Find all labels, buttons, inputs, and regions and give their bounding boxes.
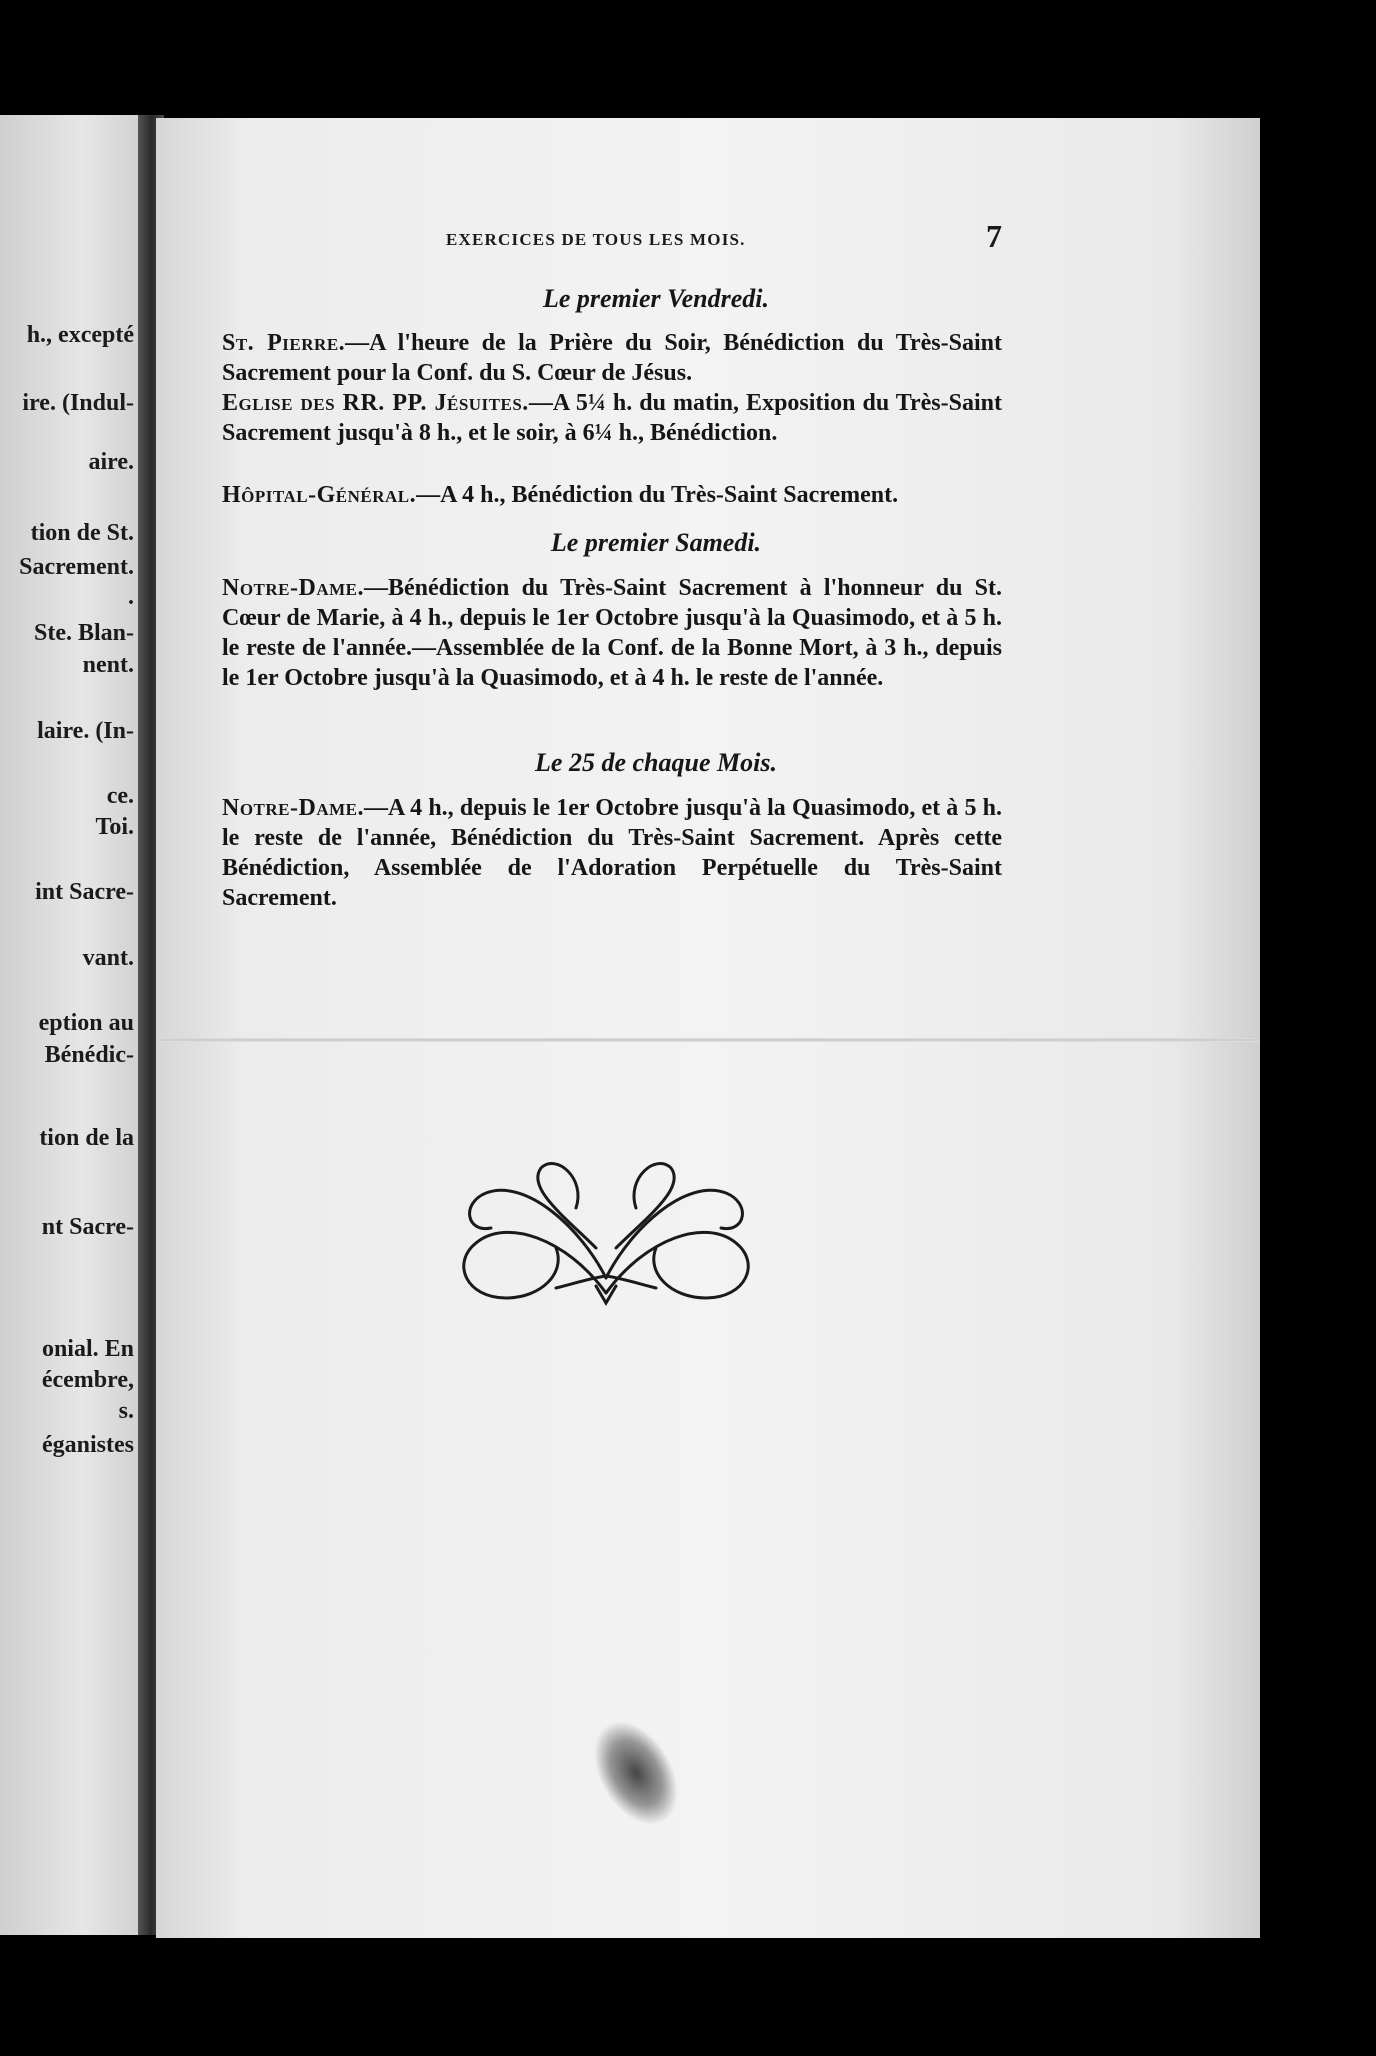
section-title-25-mois: Le 25 de chaque Mois.: [535, 748, 777, 777]
left-page-line: onial. En: [41, 1336, 134, 1362]
entry-name: Notre-Dame.: [222, 795, 364, 821]
entry-text: —A 4 h., Bénédiction du Très-Saint Sacrement.: [416, 482, 899, 508]
ink-smudge: [578, 1708, 694, 1838]
left-page-line: eption au: [38, 1010, 134, 1036]
left-page-line: Bénédic-: [44, 1042, 134, 1068]
page-number: 7: [986, 218, 1002, 254]
entry-st-pierre: [222, 328, 1002, 388]
entry-notre-dame-25: [222, 793, 1002, 913]
page-fold: [156, 1038, 1260, 1042]
entry-name: St. Pierre.: [222, 330, 346, 356]
left-page-line: vant.: [82, 945, 134, 971]
left-page-line: h., excepté: [26, 322, 134, 348]
left-page-line: Ste. Blan-: [33, 620, 134, 646]
left-page-line: aire.: [88, 449, 134, 475]
left-page: [0, 115, 138, 1935]
left-page-line: .: [128, 584, 134, 610]
section-title-premier-vendredi: Le premier Vendredi.: [542, 284, 770, 313]
entry-name: Notre-Dame.: [222, 575, 364, 601]
entry-hopital-general: [222, 480, 1002, 510]
entry-notre-dame-samedi: [222, 573, 1002, 693]
left-page-line: laire. (In-: [37, 718, 134, 744]
left-page-line: s.: [118, 1398, 134, 1424]
left-page-line: int Sacre-: [35, 879, 134, 905]
entry-text: —A 4 h., depuis le 1er Octobre jusqu'à la Quasimodo, et à 5 h. le reste de l'année, Bénédiction du Très-Saint Sacrement. Après cette Bénédiction, Assemblée de l'Adoration Perpétuelle du Très-Saint Sacrement.: [222, 795, 1002, 911]
left-page-line: écembre,: [41, 1367, 134, 1393]
left-page-line: ce.: [106, 783, 134, 809]
entry-eglise-jesuites: [222, 388, 1002, 448]
left-page-line: éganistes: [42, 1432, 134, 1458]
entry-name: Hôpital-Général.: [222, 482, 417, 508]
left-page-line: tion de St.: [30, 520, 134, 546]
left-page-line: Sacrement.: [19, 554, 134, 580]
left-page-line: tion de la: [39, 1125, 134, 1151]
right-page: [156, 118, 1260, 1938]
running-title: EXERCICES DE TOUS LES MOIS.: [446, 230, 746, 249]
entry-text: —Bénédiction du Très-Saint Sacrement à l'honneur du St. Cœur de Marie, à 4 h., depuis le 1er Octobre jusqu'à la Quasimodo, et à 5 h. le reste de l'année.—Assemblée de la Conf. de la Bonne Mort, à 3 h., depuis le 1er Octobre jusqu'à la Quasimodo, et à 4 h. le reste de l'année.: [222, 575, 1002, 691]
entry-text: —A 5¼ h. du matin, Exposition du Très-Saint Sacrement jusqu'à 8 h., et le soir, à 6¼ h., Bénédiction.: [222, 390, 1002, 446]
left-page-line: nt Sacre-: [41, 1214, 134, 1240]
entry-text: —A l'heure de la Prière du Soir, Bénédiction du Très-Saint Sacrement pour la Conf. du S. Cœur de Jésus.: [222, 330, 1002, 386]
left-page-line: nent.: [82, 652, 134, 678]
left-page-line: ire. (Indul-: [22, 390, 134, 416]
left-page-line: Toi.: [95, 814, 134, 840]
section-title-premier-samedi: Le premier Samedi.: [550, 528, 762, 557]
flourish-ornament: [446, 1158, 766, 1308]
entry-name: Eglise des RR. PP. Jésuites.: [222, 390, 529, 416]
